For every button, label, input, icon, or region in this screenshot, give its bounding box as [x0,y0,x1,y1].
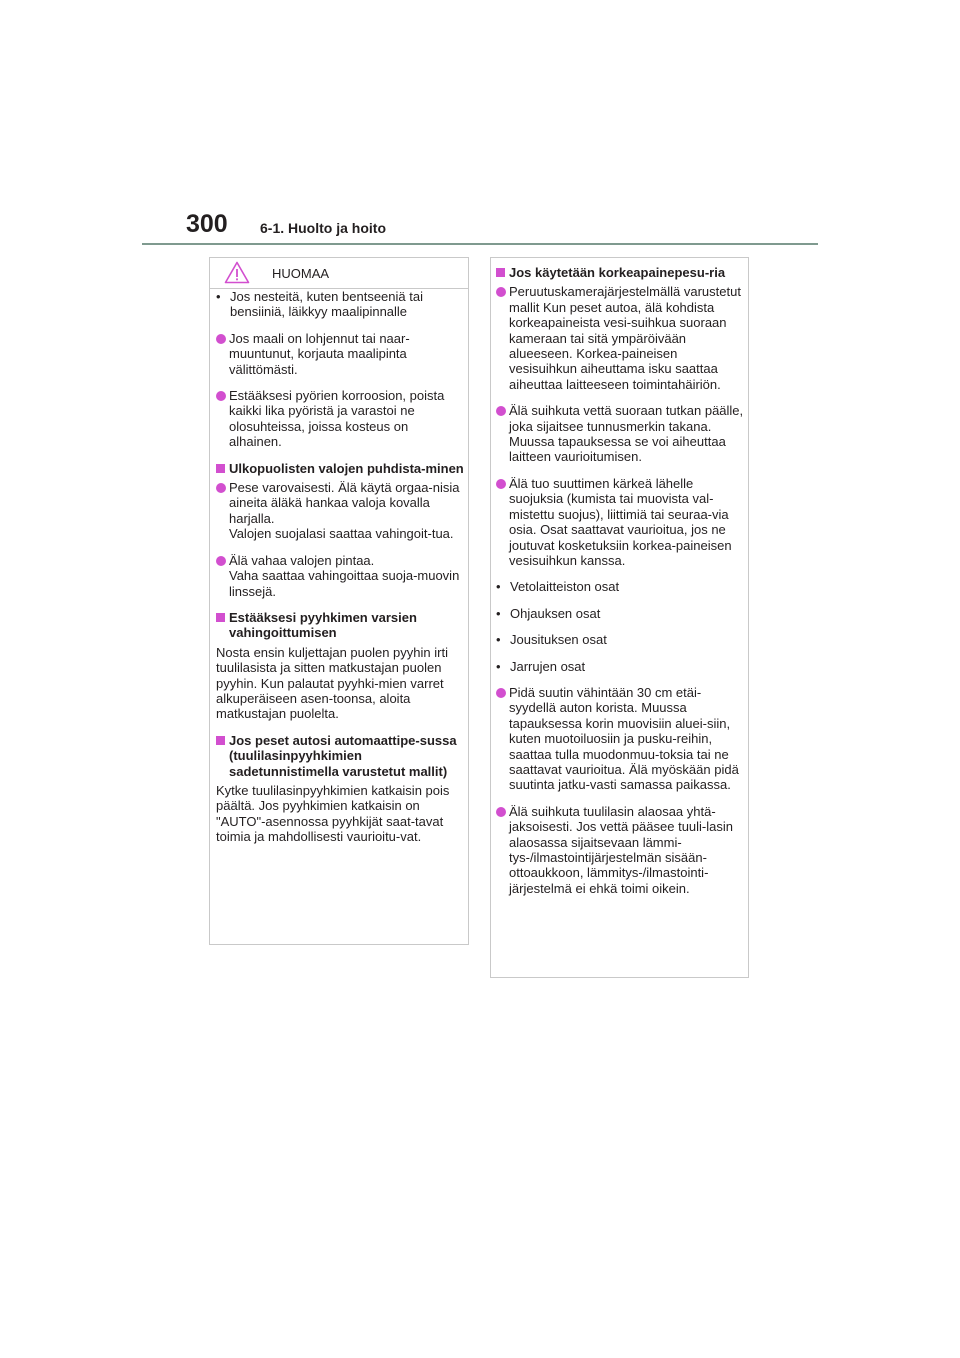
paragraph [216,645,464,722]
caution-title: HUOMAA [272,266,330,281]
item-text: Vetolaitteiston osat [510,579,620,595]
item-text: Älä vahaa valojen pintaa. Vaha saattaa vahingoittaa suoja-muovin linssejä. [229,552,460,599]
item-text: Nosta ensin kuljettajan puolen pyyhin irti tuulilasista ja sitten matkustajan puolen pyyhin. Kun palautat pyyhki-mien varret alkuperäiseen asen-toonsa, aloita matkustajan puolelta. [216,644,448,722]
header-divider [142,243,818,245]
bullet-point-icon: • [496,658,501,674]
item-text: Älä suihkuta vettä suoraan tutkan päälle, joka sijaitsee tunnusmerkin takana. Muussa tapauksessa se voi aiheuttaa laitteen vaurioitumisen. [509,403,744,465]
right-column [496,265,746,907]
dot-list-item [496,284,746,392]
paragraph [216,783,464,845]
bullet-square-icon [216,613,225,622]
dot-list-item [496,476,746,568]
dot-list-item [216,331,464,377]
dot-list-item [216,553,464,599]
item-text: Estääksesi pyyhkimen varsien vahingoittumisen [229,609,417,641]
bullet-dot-icon [216,334,226,344]
item-text: Jousituksen osat [510,632,607,648]
item-text: Ulkopuolisten valojen puhdista-minen [229,460,464,476]
dot-list-item [216,388,464,450]
bullet-dot-icon [496,406,506,416]
bullet-list-item [216,289,464,320]
bullet-square-icon [496,268,505,277]
item-text: Pese varovaisesti. Älä käytä orgaa-nisia aineita äläkä hankaa valoja kovalla harjalla. Valojen suojalasi saattaa vahingoit-tua. [229,480,460,542]
item-text: Älä tuo suuttimen kärkeä lähelle suojuksia (kumista tai muovista val-mistettu suojus), liittimiä tai seuraa-via osia. Osat saattavat vaurioitua, jos ne joutuvat kosketuksiin korkea-paineisen vesisuihkun kanssa. [509,475,732,568]
page-number: 300 [186,210,228,238]
caution-header [210,258,468,289]
dot-list-item [496,685,746,793]
dot-list-item [216,480,464,542]
subheading [216,733,464,779]
item-text: Jarrujen osat [510,658,586,674]
bullet-dot-icon [496,807,506,817]
item-text: Jos maali on lohjennut tai naar-muuntunut, korjauta maalipinta välittömästi. [229,330,410,377]
bullet-square-icon [216,736,225,745]
warning-triangle-icon [224,261,250,284]
item-text: Pidä suutin vähintään 30 cm etäi-syydellä auton korista. Muussa tapauksessa korin muovisiin aluei-siin, kuten muotoiluosiin ja pusku-reihin, saattaa tulla muodonmuu-toksia tai ne saattavat vaurioitua. Älä myöskään pidä suutinta jatku-vasti samassa paikassa. [509,684,739,793]
bullet-point-icon: • [496,579,501,595]
bullet-list-item [496,579,746,594]
bullet-list-item [496,659,746,674]
bullet-list-item [496,632,746,647]
bullet-dot-icon [216,391,226,401]
bullet-dot-icon [496,479,506,489]
subheading [216,610,464,641]
bullet-dot-icon [216,483,226,493]
bullet-point-icon: • [496,605,501,621]
item-text: Peruutuskamerajärjestelmällä varustetut mallit Kun peset autoa, älä kohdista korkeapaineista vesi-suihkua suoraan kameraan tai sitä ympäröivään alueeseen. Korkea-paineisen vesisuihkun aiheuttama isku saattaa aiheuttaa laitteeseen toimintahäiriön. [509,284,741,392]
bullet-point-icon: • [496,632,501,648]
dot-list-item [496,403,746,465]
item-text: Jos käytetään korkeapainepesu-ria [509,265,726,280]
bullet-point-icon: • [216,289,221,304]
bullet-square-icon [216,464,225,473]
item-text: Jos nesteitä, kuten bentseeniä tai bensiiniä, läikkyy maalipinnalle [230,289,423,320]
item-text: Ohjauksen osat [510,605,601,621]
left-column [216,289,464,856]
item-text: Kytke tuulilasinpyyhkimien katkaisin pois päältä. Jos pyyhkimien katkaisin on "AUTO"-asennossa pyyhkijät saat-tavat toimia ja mahdollisesti vaurioitu-vat. [216,782,450,845]
dot-list-item [496,804,746,896]
item-text: Älä suihkuta tuulilasin alaosaa yhtä-jaksoisesti. Jos vettä pääsee tuuli-lasin alaosassa sijaitsevaan lämmi-tys-/ilmastointijärjestelmän sisään-ottoaukkoon, lämmitys-/ilmastointi-järjestelmä ei ehkä toimi oikein. [509,803,734,896]
item-text: Estääksesi pyörien korroosion, poista kaikki lika pyöristä ja varastoi ne olosuhteissa, joissa kosteus on alhainen. [229,388,445,450]
subheading [216,461,464,476]
bullet-dot-icon [216,556,226,566]
bullet-list-item [496,606,746,621]
subheading [496,265,746,280]
item-text: Jos peset autosi automaattipe-sussa (tuulilasinpyyhkimien sadetunnistimella varustetut mallit) [229,732,457,779]
section-title: 6-1. Huolto ja hoito [260,220,386,236]
bullet-dot-icon [496,287,506,297]
bullet-dot-icon [496,688,506,698]
